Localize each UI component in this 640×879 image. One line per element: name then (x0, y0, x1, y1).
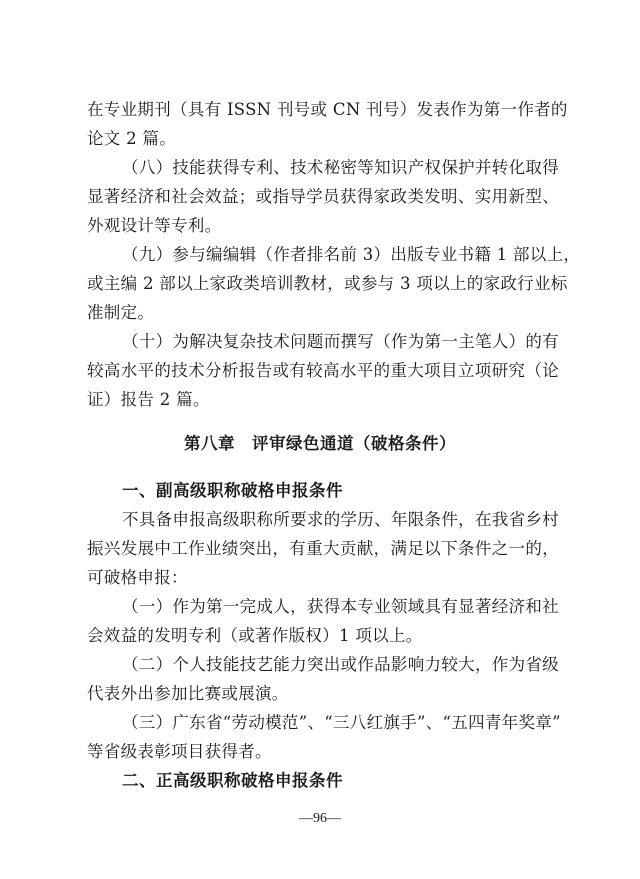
chapter-title: 第八章 评审绿色通道（破格条件） (184, 434, 456, 453)
page-number: —96— (299, 811, 341, 826)
paragraph-line: 代表外出参加比赛或展演。 (87, 684, 289, 703)
paragraph-line: 显著经济和社会效益；或指导学员获得家政类发明、实用新型、 (87, 187, 559, 206)
paragraph-line: （一）作为第一完成人，获得本专业领域具有显著经济和社 (122, 597, 559, 616)
paragraph-line: 可破格申报： (87, 568, 188, 587)
section-heading: 一、副高级职称破格申报条件 (122, 481, 343, 500)
paragraph-line: （十）为解决复杂技术问题而撰写（作为第一主笔人）的有 (122, 332, 559, 351)
paragraph-line: 较高水平的技术分析报告或有较高水平的重大项目立项研究（论 (87, 361, 559, 380)
paragraph-line: （八）技能获得专利、技术秘密等知识产权保护并转化取得 (122, 158, 559, 177)
paragraph-line: 振兴发展中工作业绩突出，有重大贡献，满足以下条件之一的， (87, 539, 559, 558)
paragraph-line: 外观设计等专利。 (87, 216, 222, 235)
paragraph-line: （九）参与编编辑（作者排名前 3）出版专业书籍 1 部以上， (122, 245, 581, 264)
section-heading: 二、正高级职称破格申报条件 (122, 771, 343, 790)
paragraph-line: 或主编 2 部以上家政类培训教材，或参与 3 项以上的家政行业标 (87, 274, 568, 293)
paragraph-line: （三）广东省“劳动模范”、“三八红旗手”、“五四青年奖章” (122, 713, 561, 732)
paragraph-line: 不具备申报高级职称所要求的学历、年限条件，在我省乡村 (122, 510, 559, 529)
paragraph-line: 等省级表彰项目获得者。 (87, 742, 272, 761)
paragraph-line: 证）报告 2 篇。 (87, 390, 210, 409)
paragraph-line: （二）个人技能技艺能力突出或作品影响力较大，作为省级 (122, 655, 559, 674)
paragraph-line: 在专业期刊（具有 ISSN 刊号或 CN 刊号）发表作为第一作者的 (87, 100, 568, 119)
paragraph-line: 论文 2 篇。 (87, 129, 177, 148)
paragraph-line: 准制定。 (87, 303, 155, 322)
paragraph-line: 会效益的发明专利（或著作版权）1 项以上。 (87, 626, 423, 645)
